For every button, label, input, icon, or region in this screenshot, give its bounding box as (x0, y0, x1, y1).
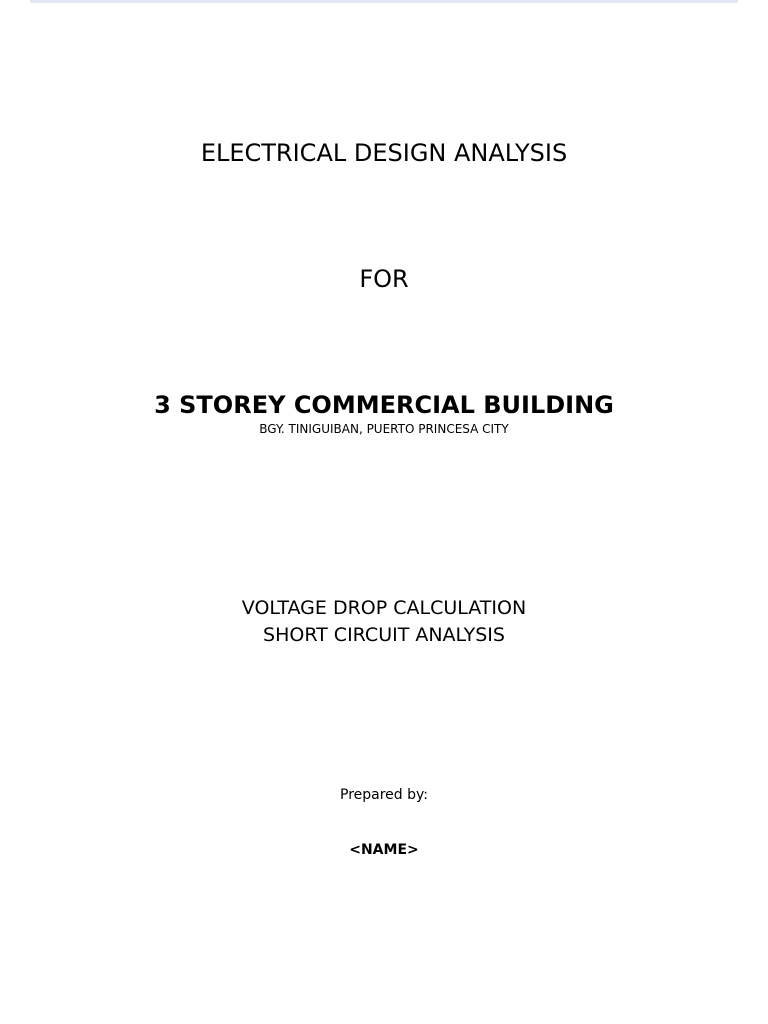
top-page-rule (30, 0, 738, 3)
document-title: ELECTRICAL DESIGN ANALYSIS (200, 139, 568, 167)
prepared-by-label: Prepared by: (340, 787, 428, 803)
project-name: 3 STOREY COMMERCIAL BUILDING (154, 391, 614, 419)
scope-item-voltage-drop: VOLTAGE DROP CALCULATION (241, 597, 527, 619)
project-location: BGY. TINIGUIBAN, PUERTO PRINCESA CITY (259, 422, 509, 436)
for-label: FOR (359, 265, 409, 293)
preparer-name: <NAME> (349, 842, 419, 858)
scope-item-short-circuit: SHORT CIRCUIT ANALYSIS (263, 624, 505, 646)
